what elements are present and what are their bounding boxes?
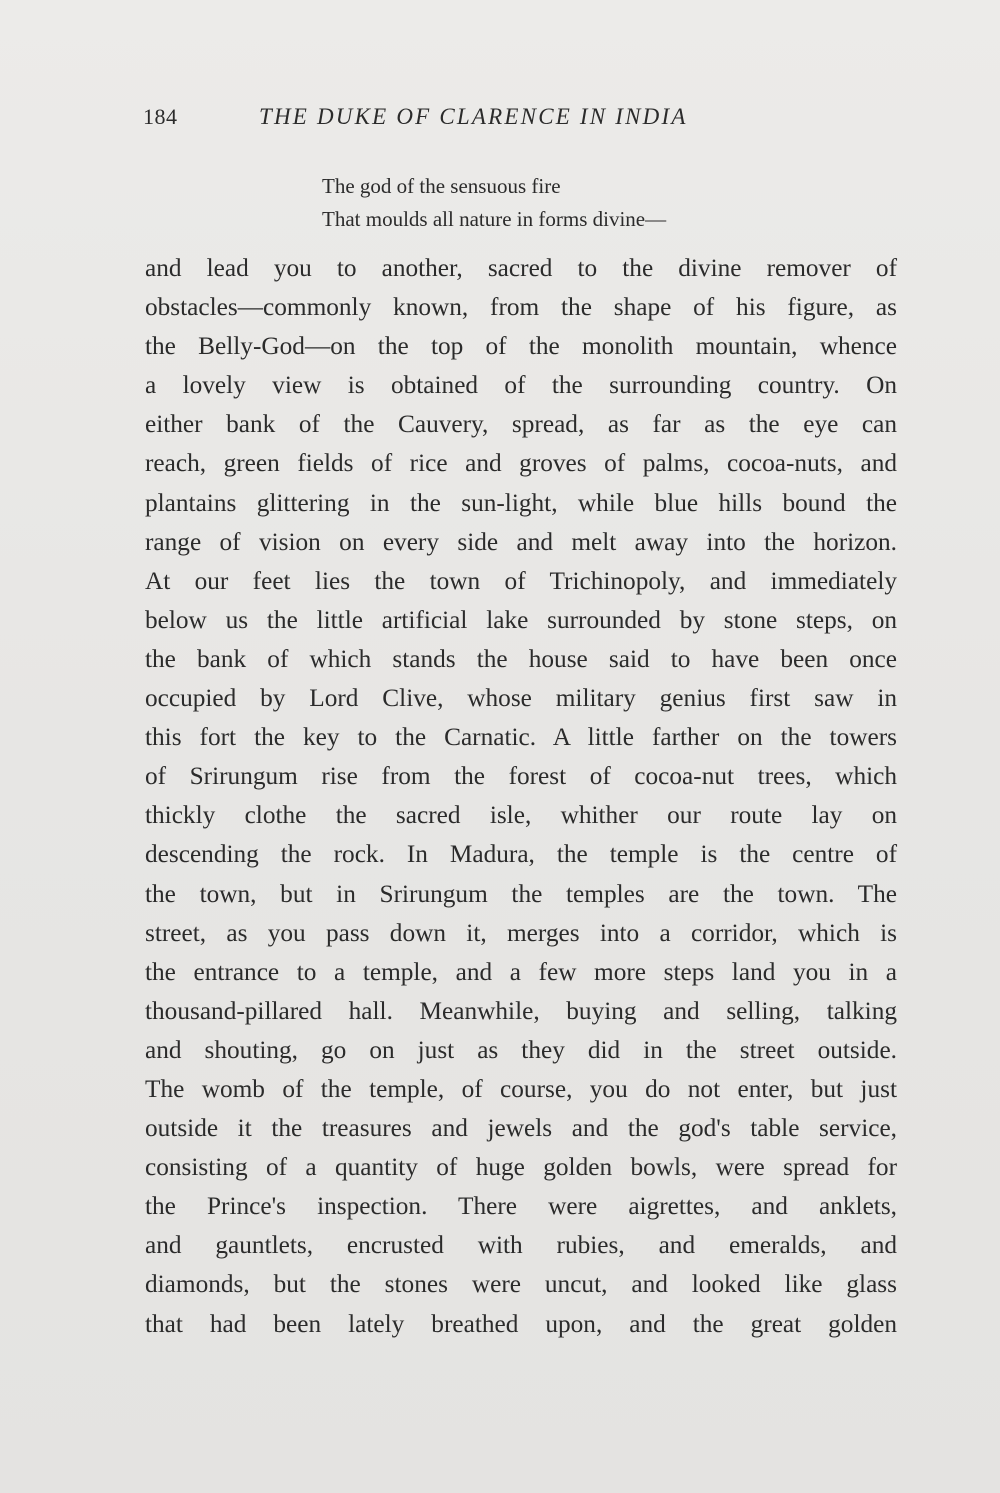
text-line: a lovely view is obtained of the surrounding country. On (145, 371, 897, 400)
verse-quotation (322, 170, 666, 236)
text-line: obstacles—commonly known, from the shape of his figure, as (145, 293, 897, 322)
text-line: the entrance to a temple, and a few more steps land you in a (145, 957, 897, 986)
text-line: diamonds, but the stones were uncut, and looked like glass (145, 1270, 897, 1299)
text-line: below us the little artificial lake surrounded by stone steps, on (145, 605, 897, 634)
text-line: The womb of the temple, of course, you do not enter, but just (145, 1074, 897, 1103)
text-line: the Prince's inspection. There were aigrettes, and anklets, (145, 1192, 897, 1221)
text-line: occupied by Lord Clive, whose military genius first saw in (145, 684, 897, 713)
text-line: this fort the key to the Carnatic. A little farther on the towers (145, 723, 897, 752)
text-line: of Srirungum rise from the forest of cocoa-nut trees, which (145, 762, 897, 791)
text-line: the Belly-God—on the top of the monolith mountain, whence (145, 332, 897, 361)
body-paragraph (145, 249, 897, 1344)
text-line: and gauntlets, encrusted with rubies, and emeralds, and (145, 1231, 897, 1260)
verse-line: That moulds all nature in forms divine— (322, 207, 667, 231)
text-line: and shouting, go on just as they did in the street outside. (145, 1035, 897, 1064)
text-line: range of vision on every side and melt away into the horizon. (145, 527, 897, 556)
text-line: plantains glittering in the sun-light, while blue hills bound the (145, 488, 897, 517)
running-title: THE DUKE OF CLARENCE IN INDIA (259, 104, 688, 129)
text-line: outside it the treasures and jewels and the god's table service, (145, 1114, 897, 1143)
text-line: the bank of which stands the house said to have been once (145, 644, 897, 673)
text-line: thousand-pillared hall. Meanwhile, buying and selling, talking (145, 996, 897, 1025)
page-number: 184 (143, 104, 178, 129)
verse-line: The god of the sensuous fire (322, 174, 561, 198)
text-line: thickly clothe the sacred isle, whither our route lay on (145, 801, 897, 830)
text-line: reach, green fields of rice and groves of palms, cocoa-nuts, and (145, 449, 897, 478)
text-line: At our feet lies the town of Trichinopoly, and immediately (145, 566, 897, 595)
text-line: either bank of the Cauvery, spread, as far as the eye can (145, 410, 897, 439)
text-line: street, as you pass down it, merges into a corridor, which is (145, 918, 897, 947)
page-header (143, 104, 771, 136)
text-line: descending the rock. In Madura, the temple is the centre of (145, 840, 897, 869)
text-line: the town, but in Srirungum the temples are the town. The (145, 879, 897, 908)
text-line: and lead you to another, sacred to the divine remover of (145, 254, 897, 282)
text-line: consisting of a quantity of huge golden bowls, were spread for (145, 1153, 897, 1182)
text-line: that had been lately breathed upon, and the great golden (145, 1309, 897, 1338)
